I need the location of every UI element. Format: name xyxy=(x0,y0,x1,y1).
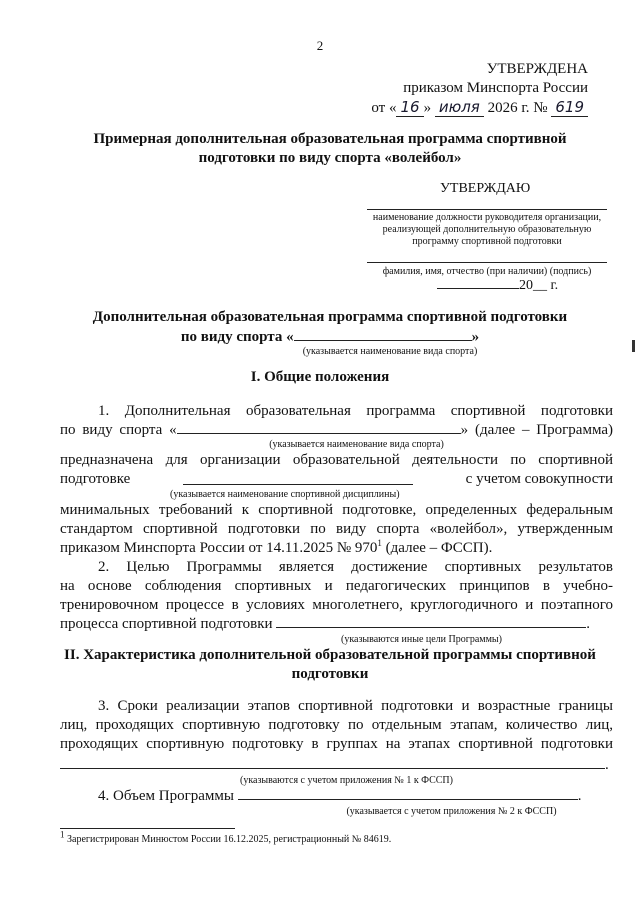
page-number: 2 xyxy=(316,38,324,53)
footnote: $^1$ Зарегистрирован Минюстом России 16.12.2025, регистрационный № 84619. xyxy=(60,829,392,845)
approval-order-line: приказом Минспорта России xyxy=(403,80,588,96)
program-title: Примерная дополнительная образовательная программа спортивной подготовки по виду спорта «волейбол» xyxy=(93,131,567,166)
approval-stamp xyxy=(371,60,588,118)
handwritten-month: июля xyxy=(435,98,484,117)
doc-title-line1: Дополнительная образовательная программа спортивной подготовки xyxy=(92,309,568,325)
doc-title-caption: (указывается наименование вида спорта) xyxy=(302,346,478,357)
position-caption: наименование должности руководителя организации, реализующей дополнительную образовательную программу спортивной подготовки xyxy=(372,212,602,247)
approve-heading: УТВЕРЖДАЮ xyxy=(440,181,531,196)
name-line xyxy=(367,262,607,263)
section1-paragraph2: 2. Целью Программы является достижение спортивных результатов xyxy=(98,559,613,575)
name-caption: фамилия, имя, отчество (при наличии) (подпись) xyxy=(382,266,592,277)
doc-title xyxy=(60,307,600,347)
footnote-ref: 1 xyxy=(377,538,382,548)
section1-heading: I. Общие положения xyxy=(250,369,390,385)
handwritten-day: 16 xyxy=(396,98,423,117)
section1-paragraph1: 1. Дополнительная образовательная программа спортивной подготовки по виду спорта « » (далее – Программа) (указывается наименование вида спорта) предназначена для организации образовательной деятельности по спортивной подготовке с учетом совокупности (указывается наименование спортивной дисциплины) минимальных требований к спортивной подготовке, определенных федеральным стандартом спортивной подготовки по виду спорта «волейбол», утвержденным приказом Минспорта России от 14.11.2025 № $970^1$ (далее – ФССП). 2. Целью Программы является достижение спортивных результатов на основе соблюдения спортивных и педагогических принципов в учебно- тренировочном процессе в условиях многолетнего, круглогодичного и поэтапного процесса спортивной подготовки . (указываются иные цели Программы) xyxy=(60,403,613,645)
handwritten-number: 619 xyxy=(551,98,588,117)
section2-heading: II. Характеристика дополнительной образовательной программы спортивной подготовки xyxy=(64,647,596,682)
footnote-separator xyxy=(60,828,235,829)
binding-mark xyxy=(632,340,635,352)
section2-paragraph4: 4. Объем Программы . xyxy=(98,788,582,804)
position-line xyxy=(367,209,607,210)
approval-date-line: от « 16 » июля 2026 г. № 619 xyxy=(371,98,588,118)
approval-heading: УТВЕРЖДЕНА xyxy=(486,61,588,77)
approve-date: 20__ г. xyxy=(437,278,558,294)
doc-title-line2: по виду спорта « » xyxy=(180,329,480,345)
section2-paragraph3: 3. Сроки реализации этапов спортивной подготовки и возрастные границы лиц, проходящих спортивную подготовку по отдельным этапам, количество лиц, проходящих спортивную подготовку в группах на этапах спортивной подготовки . (указываются с учетом приложения № 1 к ФССП) 4. Объем Программы . (указывается с учетом приложения № 2 к ФССП) xyxy=(60,698,613,817)
